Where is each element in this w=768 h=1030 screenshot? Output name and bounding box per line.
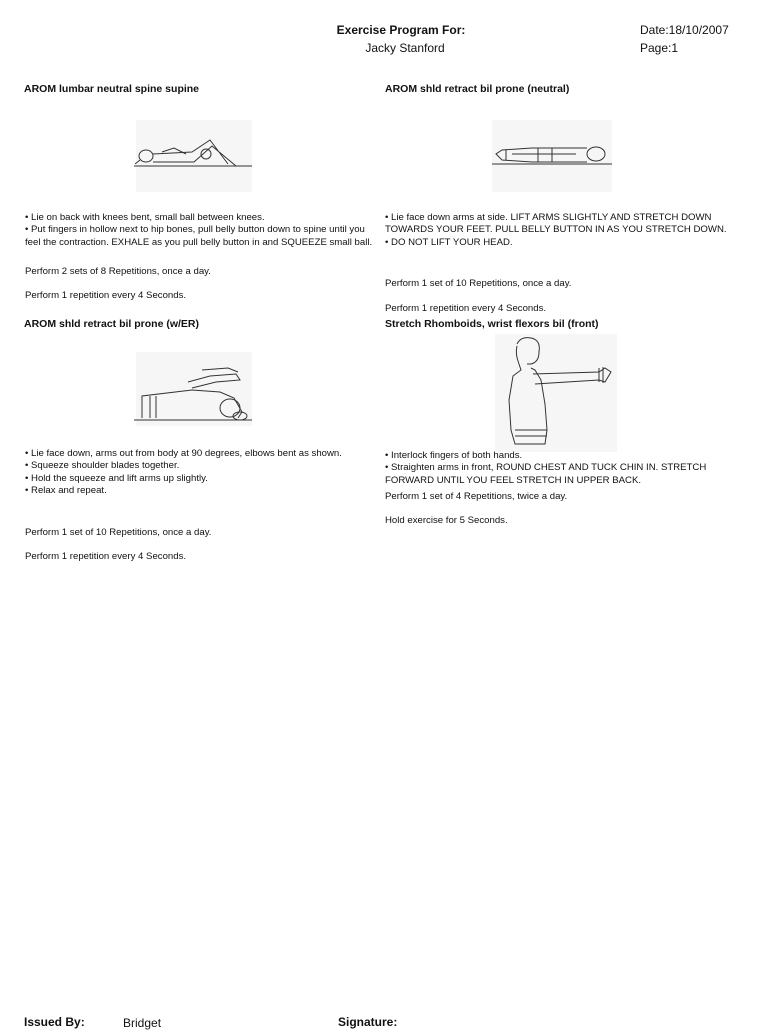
instruction-line: • Relax and repeat. bbox=[25, 485, 107, 497]
instruction-line: • Squeeze shoulder blades together. bbox=[25, 460, 180, 472]
exercise-4-sets: Perform 1 set of 4 Repetitions, twice a day. bbox=[385, 491, 568, 502]
instruction-line: • Lie face down, arms out from body at 90 degrees, elbows bent as shown. bbox=[25, 448, 342, 459]
prone-arms-bent-figure-icon bbox=[132, 352, 254, 426]
instruction-line: • Put fingers in hollow next to hip bones, pull belly button down to spine until you feel the contraction. EXHALE as you pull belly button in and SQUEEZE small ball. bbox=[25, 224, 373, 248]
exercise-2-timing: Perform 1 repetition every 4 Seconds. bbox=[385, 303, 547, 314]
instruction-line: • Interlock fingers of both hands. bbox=[385, 450, 523, 461]
signature-label: Signature: bbox=[338, 1015, 398, 1029]
exercise-1-title: AROM lumbar neutral spine supine bbox=[24, 83, 200, 95]
exercise-4-title: Stretch Rhomboids, wrist flexors bil (front) bbox=[385, 318, 599, 330]
exercise-3-title: AROM shld retract bil prone (w/ER) bbox=[24, 318, 200, 330]
program-date: Date:18/10/2007 bbox=[640, 23, 729, 37]
patient-name: Jacky Stanford bbox=[365, 41, 445, 55]
issued-by-label: Issued By: bbox=[24, 1015, 85, 1029]
supine-knees-bent-figure-icon bbox=[132, 120, 254, 192]
instruction-line: • Lie face down arms at side. LIFT ARMS SLIGHTLY AND STRETCH DOWN TOWARDS YOUR FEET. PULL BELLY BUTTON IN AS YOU STRETCH DOWN. bbox=[385, 212, 727, 236]
exercise-2-instructions bbox=[385, 212, 730, 249]
exercise-3-timing: Perform 1 repetition every 4 Seconds. bbox=[25, 551, 187, 562]
exercise-3-instructions bbox=[25, 448, 383, 498]
standing-arms-forward-figure-icon bbox=[495, 334, 617, 452]
prone-arms-at-side-figure-icon bbox=[492, 120, 614, 192]
page-number: Page:1 bbox=[640, 41, 679, 55]
exercise-4-timing: Hold exercise for 5 Seconds. bbox=[385, 515, 508, 526]
exercise-2-title: AROM shld retract bil prone (neutral) bbox=[385, 83, 570, 95]
exercise-2-sets: Perform 1 set of 10 Repetitions, once a day. bbox=[385, 278, 572, 289]
instruction-line: • Hold the squeeze and lift arms up slightly. bbox=[25, 472, 208, 484]
exercise-1-timing: Perform 1 repetition every 4 Seconds. bbox=[25, 290, 187, 301]
exercise-4-instructions bbox=[385, 450, 733, 487]
program-title: Exercise Program For: bbox=[336, 23, 466, 37]
issued-by-value: Bridget bbox=[123, 1016, 162, 1030]
instruction-line: • Straighten arms in front, ROUND CHEST AND TUCK CHIN IN. STRETCH FORWARD UNTIL YOU FEEL STRETCH IN UPPER BACK. bbox=[385, 462, 707, 486]
instruction-line: • Lie on back with knees bent, small ball between knees. bbox=[25, 212, 265, 223]
exercise-1-instructions bbox=[25, 212, 383, 249]
instruction-line: • DO NOT LIFT YOUR HEAD. bbox=[385, 236, 513, 248]
exercise-3-sets: Perform 1 set of 10 Repetitions, once a day. bbox=[25, 527, 212, 538]
exercise-1-sets: Perform 2 sets of 8 Repetitions, once a day. bbox=[25, 266, 211, 277]
